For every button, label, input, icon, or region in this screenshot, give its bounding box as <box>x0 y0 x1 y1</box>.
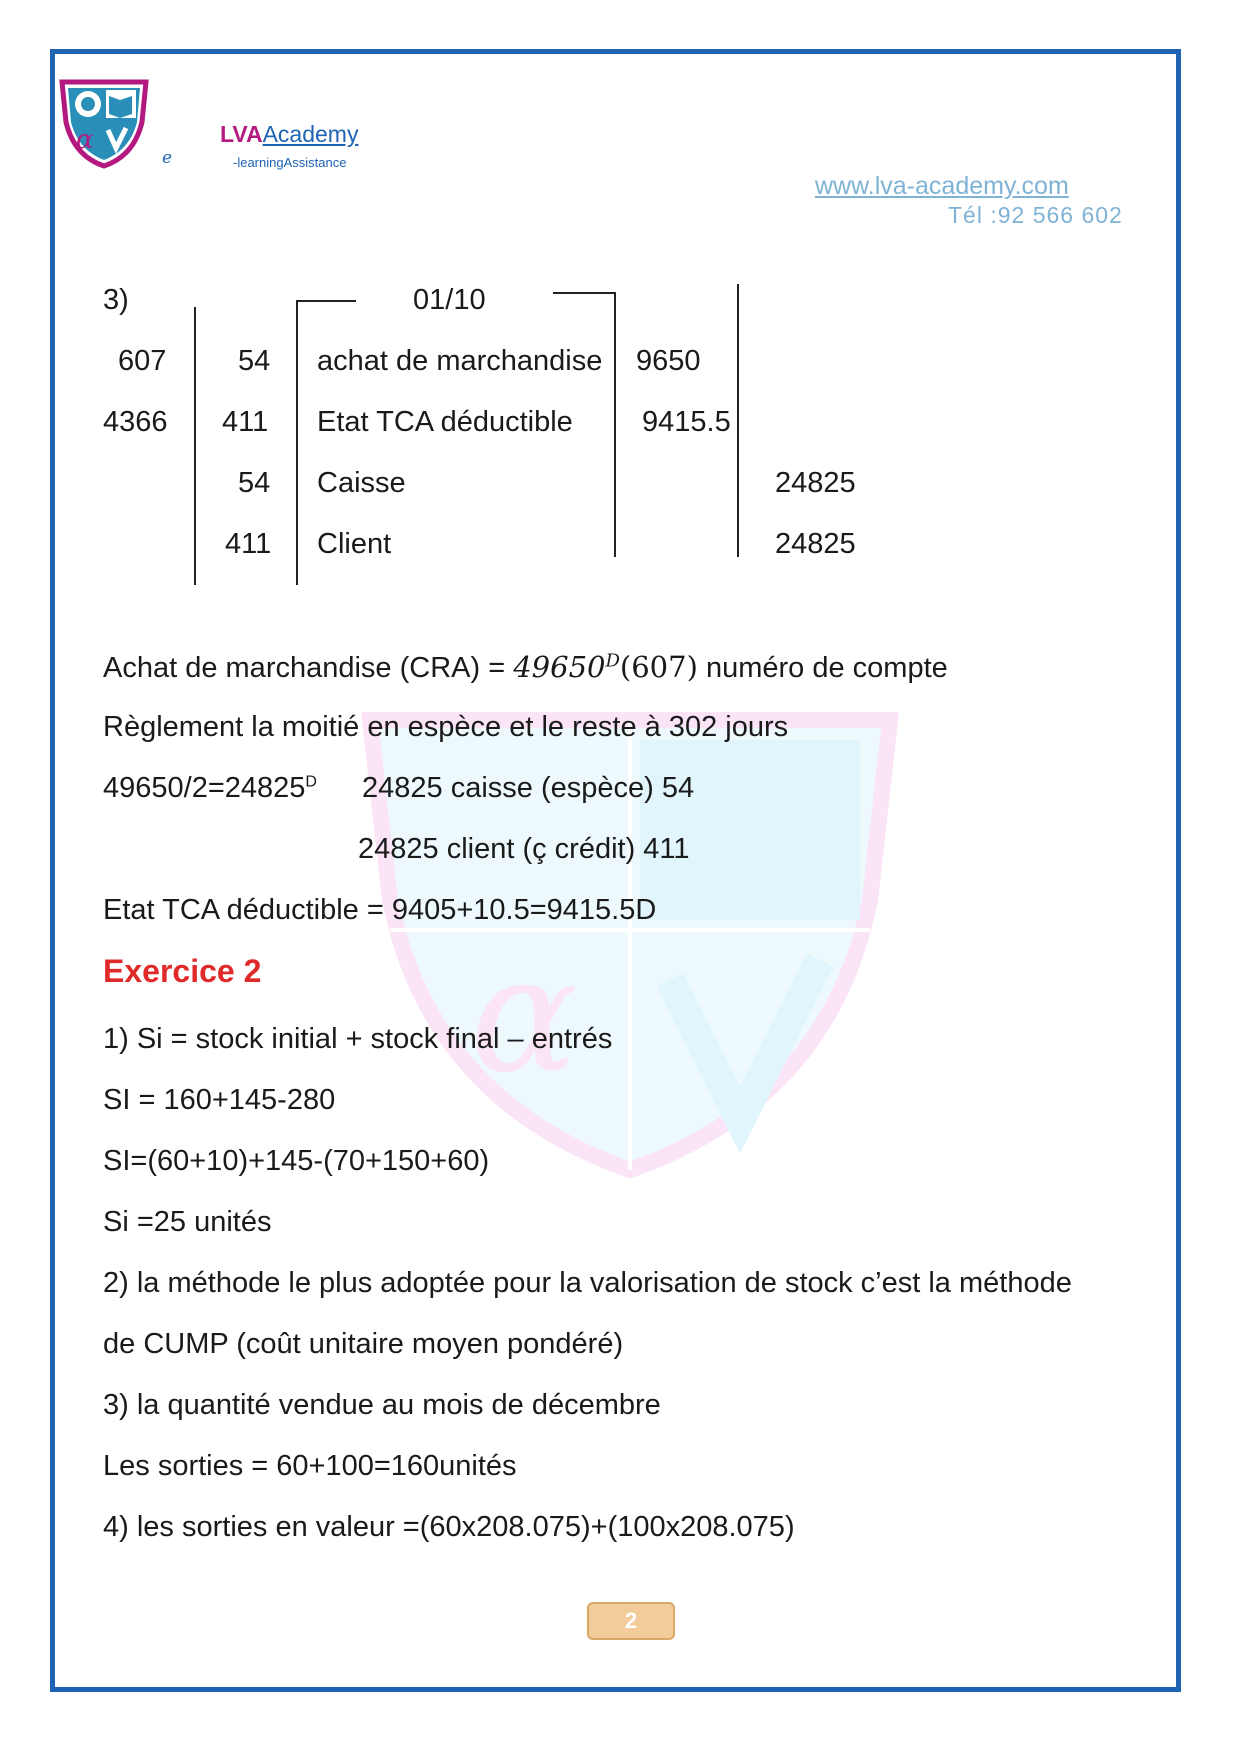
exercise-line: de CUMP (coût unitaire moyen pondéré) <box>103 1328 624 1360</box>
page-number: 2 <box>587 1602 675 1640</box>
phone-number: Tél :92 566 602 <box>948 202 1123 228</box>
note-text: Achat de marchandise (CRA) = <box>103 652 514 684</box>
journal-divider-3 <box>614 292 616 557</box>
exercise-line: Si =25 unités <box>103 1206 272 1238</box>
exercise-line: 2) la méthode le plus adoptée pour la valorisation de stock c’est la méthode <box>103 1267 1072 1299</box>
svg-text:α: α <box>76 125 94 155</box>
debit-amount: 9650 <box>636 345 701 377</box>
math-base: 49650 <box>513 650 606 684</box>
credit-account: 54 <box>238 467 271 499</box>
svg-text:α: α <box>470 921 579 1108</box>
exercise-title: Exercice 2 <box>103 953 262 989</box>
credit-amount: 24825 <box>775 528 856 560</box>
journal-date-rule-left <box>296 300 356 302</box>
logo-e-letter: e <box>162 148 173 168</box>
entry-label: Caisse <box>317 467 406 499</box>
brand-name <box>220 121 358 148</box>
entry-label: Client <box>317 528 392 560</box>
exercise-line: 1) Si = stock initial + stock final – entrés <box>103 1023 613 1055</box>
exercise-line: 3) la quantité vendue au mois de décembre <box>103 1389 661 1421</box>
note-text: 49650/2=24825 <box>103 772 306 804</box>
credit-account: 411 <box>222 406 269 438</box>
credit-account: 54 <box>238 345 271 377</box>
math-superscript: D <box>605 650 620 672</box>
journal-date-rule-right <box>553 292 615 294</box>
debit-amount: 9415.5 <box>642 406 731 438</box>
brand-academy: Academy <box>262 121 359 147</box>
journal-divider-4 <box>737 284 739 557</box>
journal-divider-2 <box>296 300 298 585</box>
lva-logo-icon <box>58 78 150 170</box>
note-line-3a <box>103 772 317 805</box>
website-link[interactable]: www.lva-academy.com <box>815 172 1069 200</box>
note-line-1 <box>103 650 948 685</box>
math-expression <box>513 650 698 684</box>
note-line-4: 24825 client (ç crédit) 411 <box>358 833 690 865</box>
math-account: (607) <box>619 650 698 684</box>
journal-date: 01/10 <box>413 284 486 316</box>
exercise-line: 4) les sorties en valeur =(60x208.075)+(100x208.075) <box>103 1511 795 1543</box>
credit-account: 411 <box>225 528 272 560</box>
note-superscript: D <box>305 773 317 791</box>
note-line-2: Règlement la moitié en espèce et le reste à 302 jours <box>103 711 789 743</box>
note-line-3b: 24825 caisse (espèce) 54 <box>362 772 695 804</box>
section-label: 3) <box>103 284 129 316</box>
brand-subtitle: -learningAssistance <box>233 155 347 170</box>
entry-label: achat de marchandise <box>317 345 603 377</box>
exercise-line: SI = 160+145-280 <box>103 1084 336 1116</box>
debit-account: 4366 <box>103 406 168 438</box>
debit-account: 607 <box>118 345 167 377</box>
journal-divider-1 <box>194 307 196 585</box>
note-text: numéro de compte <box>697 652 948 684</box>
note-line-5: Etat TCA déductible = 9405+10.5=9415.5D <box>103 894 657 926</box>
brand-lva: LVA <box>220 121 263 147</box>
exercise-line: Les sorties = 60+100=160unités <box>103 1450 517 1482</box>
entry-label: Etat TCA déductible <box>317 406 573 438</box>
credit-amount: 24825 <box>775 467 856 499</box>
exercise-line: SI=(60+10)+145-(70+150+60) <box>103 1145 490 1177</box>
